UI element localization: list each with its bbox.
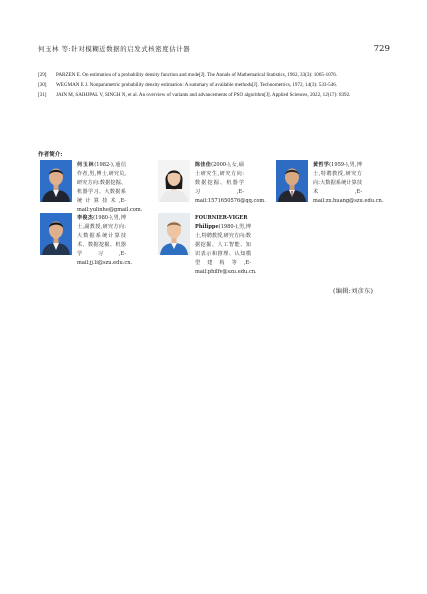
author-name: 李俊杰 [77,215,94,221]
author-bio [195,161,266,206]
reference-number: [30] [38,81,47,88]
reference-text: WEGMAN E J. Nonparametric probability density estimation: A summary of available methods[J]. Technometrics, 1972, 14(3): 533-546. [56,81,338,88]
reference-item [38,72,394,80]
author-name: 陈佳佳 [195,162,212,168]
author-photo [40,213,72,255]
author-photo [40,160,72,202]
running-header [38,44,390,54]
author-name: 何玉林 [77,162,95,168]
reference-number: [31] [38,91,47,98]
author-details: (1982-),通信作者,男,博士,研究员,研究方向:数据挖掘、机器学习、大数据系统计算技术,E-mail:yulinhe@gmail.com. [77,162,143,213]
author-bio [77,214,133,268]
editor-note: (编辑:刘彦东) [333,288,374,295]
author-details: (2000-),女,硕士研究生,研究方向:数据挖掘、机器学习,E-mail:1571650576@qq.com. [195,162,266,204]
author-photo [276,160,308,202]
reference-item [38,92,394,100]
author-name: FOURNIER-VIGER Philippe [195,215,248,230]
author-bio [195,214,257,277]
author-bio [77,161,143,215]
reference-list [38,72,394,102]
author-details: (1980-),男,博士,特聘教授,研究方向:数据挖掘、人工智能、知识表示和推理、认知模型建构等,E-mail:philfv@szu.edu.cn. [195,224,257,275]
author-bio [313,161,384,206]
author-details: (1959-),男,博士,特聘教授,研究方向:大数据系统计算技术,E-mail:zx.huang@szu.edu.cn. [313,162,384,204]
reference-text: PARZEN E. On estimation of a probability density function and mode[J]. The Annals of Mathematical Statistics, 1962, 33(3): 1065-1076. [56,72,338,78]
running-title: 何玉林 等:针对模糊近数据的启发式核密度估计器 [38,45,191,53]
author-photo [158,213,190,255]
reference-item [38,82,394,90]
page-number: 729 [373,44,390,54]
reference-text: JAIN M, SAIHJPAL V, SINGH N, et al. An overview of variants and advancements of PSO algorithm[J]. Applied Sciences, 2022, 12(17): 8392. [56,91,351,98]
author-name: 黄哲学 [313,162,330,168]
author-photo [158,160,190,202]
author-details: (1980-),男,博士,副教授,研究方向:大数据系统计算技术、数据挖掘、机器学习,E-mail:jj.li@szu.edu.cn. [77,215,133,266]
reference-number: [29] [38,72,47,78]
authors-heading: 作者简介: [38,152,63,158]
